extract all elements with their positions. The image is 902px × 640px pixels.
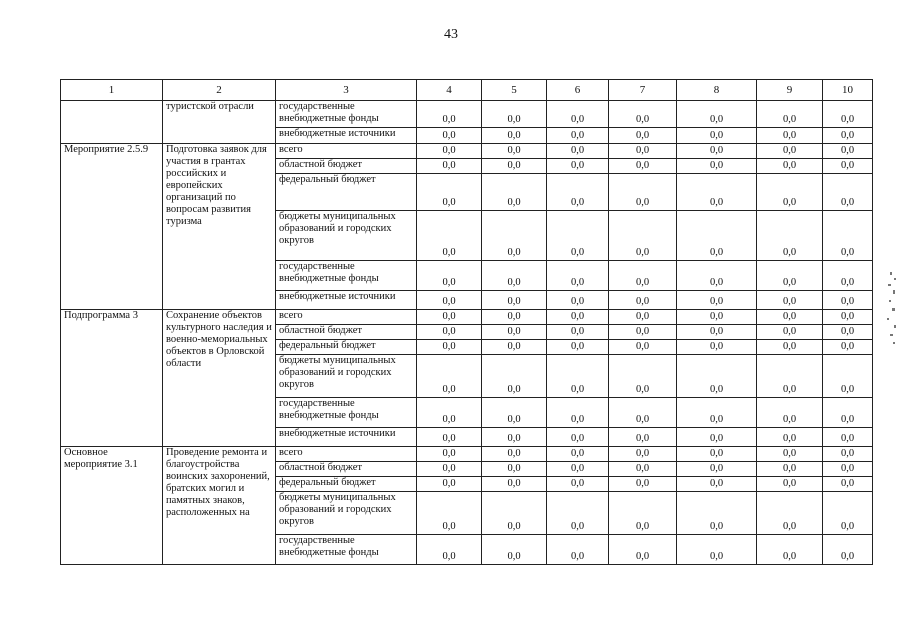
value-cell: 0,0 [482,492,547,535]
value-cell: 0,0 [547,462,609,477]
funding-source-cell: внебюджетные источники [276,128,417,144]
program-name-cell: Основное мероприятие 3.1 [61,447,163,565]
value-cell: 0,0 [823,447,873,462]
value-cell: 0,0 [677,428,757,447]
value-cell: 0,0 [547,101,609,128]
header-cell: 10 [823,80,873,101]
value-cell: 0,0 [677,447,757,462]
value-cell: 0,0 [482,144,547,159]
value-cell: 0,0 [417,211,482,261]
value-cell: 0,0 [609,128,677,144]
value-cell: 0,0 [417,355,482,398]
value-cell: 0,0 [482,128,547,144]
header-cell: 2 [163,80,276,101]
value-cell: 0,0 [417,159,482,174]
program-description-cell: Подготовка заявок для участия в грантах российских и европейских организаций по вопросам развития туризма [163,144,276,310]
value-cell: 0,0 [823,310,873,325]
program-name-cell: Подпрограмма 3 [61,310,163,447]
funding-source-cell: внебюджетные источники [276,428,417,447]
value-cell: 0,0 [609,310,677,325]
value-cell: 0,0 [609,261,677,291]
value-cell: 0,0 [482,291,547,310]
value-cell: 0,0 [823,492,873,535]
value-cell: 0,0 [677,144,757,159]
program-description-cell: Сохранение объектов культурного наследия и военно-мемориальных объектов в Орловской области [163,310,276,447]
program-name-cell: Мероприятие 2.5.9 [61,144,163,310]
value-cell: 0,0 [547,492,609,535]
funding-source-cell: всего [276,144,417,159]
budget-table [60,79,873,565]
value-cell: 0,0 [823,340,873,355]
value-cell: 0,0 [609,144,677,159]
value-cell: 0,0 [417,128,482,144]
value-cell: 0,0 [677,101,757,128]
value-cell: 0,0 [482,159,547,174]
value-cell: 0,0 [609,325,677,340]
value-cell: 0,0 [547,535,609,565]
value-cell: 0,0 [677,174,757,211]
funding-source-cell: государственные внебюджетные фонды [276,101,417,128]
header-cell: 1 [61,80,163,101]
value-cell: 0,0 [757,310,823,325]
header-cell: 4 [417,80,482,101]
funding-source-cell: областной бюджет [276,159,417,174]
value-cell: 0,0 [609,535,677,565]
header-cell: 3 [276,80,417,101]
funding-source-cell: внебюджетные источники [276,291,417,310]
value-cell: 0,0 [417,462,482,477]
value-cell: 0,0 [609,492,677,535]
value-cell: 0,0 [677,310,757,325]
value-cell: 0,0 [417,398,482,428]
value-cell: 0,0 [547,291,609,310]
value-cell: 0,0 [417,144,482,159]
value-cell: 0,0 [547,211,609,261]
value-cell: 0,0 [609,211,677,261]
scan-noise [884,270,900,360]
value-cell: 0,0 [757,144,823,159]
header-row [61,80,873,101]
header-cell: 5 [482,80,547,101]
value-cell: 0,0 [547,340,609,355]
value-cell: 0,0 [757,291,823,310]
table-row [61,101,873,128]
value-cell: 0,0 [482,340,547,355]
value-cell: 0,0 [547,261,609,291]
value-cell: 0,0 [677,325,757,340]
value-cell: 0,0 [677,340,757,355]
value-cell: 0,0 [677,261,757,291]
value-cell: 0,0 [547,325,609,340]
value-cell: 0,0 [757,447,823,462]
value-cell: 0,0 [677,159,757,174]
value-cell: 0,0 [482,261,547,291]
value-cell: 0,0 [482,325,547,340]
value-cell: 0,0 [417,492,482,535]
value-cell: 0,0 [823,211,873,261]
value-cell: 0,0 [609,291,677,310]
value-cell: 0,0 [417,477,482,492]
value-cell: 0,0 [417,340,482,355]
header-cell: 8 [677,80,757,101]
funding-source-cell: федеральный бюджет [276,340,417,355]
value-cell: 0,0 [677,128,757,144]
value-cell: 0,0 [677,535,757,565]
value-cell: 0,0 [757,174,823,211]
value-cell: 0,0 [823,291,873,310]
value-cell: 0,0 [757,128,823,144]
value-cell: 0,0 [417,310,482,325]
table-row [61,447,873,462]
value-cell: 0,0 [823,159,873,174]
value-cell: 0,0 [482,477,547,492]
value-cell: 0,0 [482,428,547,447]
value-cell: 0,0 [609,174,677,211]
value-cell: 0,0 [757,492,823,535]
program-name-cell [61,101,163,144]
value-cell: 0,0 [547,428,609,447]
value-cell: 0,0 [547,144,609,159]
value-cell: 0,0 [547,477,609,492]
value-cell: 0,0 [677,477,757,492]
header-cell: 9 [757,80,823,101]
value-cell: 0,0 [417,535,482,565]
value-cell: 0,0 [609,447,677,462]
value-cell: 0,0 [823,477,873,492]
funding-source-cell: бюджеты муниципальных образований и городских округов [276,211,417,261]
value-cell: 0,0 [417,261,482,291]
value-cell: 0,0 [547,174,609,211]
table-row [61,310,873,325]
value-cell: 0,0 [823,428,873,447]
value-cell: 0,0 [823,144,873,159]
value-cell: 0,0 [757,261,823,291]
value-cell: 0,0 [609,340,677,355]
value-cell: 0,0 [609,355,677,398]
value-cell: 0,0 [482,101,547,128]
value-cell: 0,0 [609,462,677,477]
page-number: 43 [444,27,458,42]
value-cell: 0,0 [757,325,823,340]
funding-source-cell: бюджеты муниципальных образований и городских округов [276,355,417,398]
value-cell: 0,0 [417,174,482,211]
value-cell: 0,0 [677,355,757,398]
value-cell: 0,0 [547,128,609,144]
value-cell: 0,0 [482,535,547,565]
value-cell: 0,0 [677,211,757,261]
value-cell: 0,0 [547,398,609,428]
value-cell: 0,0 [757,211,823,261]
value-cell: 0,0 [677,492,757,535]
funding-source-cell: всего [276,447,417,462]
header-cell: 7 [609,80,677,101]
value-cell: 0,0 [757,477,823,492]
funding-source-cell: бюджеты муниципальных образований и городских округов [276,492,417,535]
value-cell: 0,0 [823,355,873,398]
value-cell: 0,0 [609,398,677,428]
value-cell: 0,0 [482,211,547,261]
value-cell: 0,0 [823,101,873,128]
header-cell: 6 [547,80,609,101]
value-cell: 0,0 [823,398,873,428]
value-cell: 0,0 [482,355,547,398]
value-cell: 0,0 [823,128,873,144]
value-cell: 0,0 [757,462,823,477]
program-description-cell: Проведение ремонта и благоустройства воинских захоронений, братских могил и памятных знаков, расположенных на [163,447,276,565]
funding-source-cell: федеральный бюджет [276,477,417,492]
value-cell: 0,0 [757,159,823,174]
value-cell: 0,0 [482,310,547,325]
value-cell: 0,0 [609,428,677,447]
value-cell: 0,0 [482,398,547,428]
value-cell: 0,0 [757,340,823,355]
value-cell: 0,0 [417,428,482,447]
value-cell: 0,0 [677,398,757,428]
funding-source-cell: федеральный бюджет [276,174,417,211]
funding-source-cell: государственные внебюджетные фонды [276,535,417,565]
value-cell: 0,0 [547,159,609,174]
value-cell: 0,0 [757,355,823,398]
funding-source-cell: областной бюджет [276,325,417,340]
value-cell: 0,0 [757,428,823,447]
value-cell: 0,0 [547,447,609,462]
funding-source-cell: областной бюджет [276,462,417,477]
value-cell: 0,0 [823,325,873,340]
value-cell: 0,0 [482,447,547,462]
value-cell: 0,0 [417,447,482,462]
funding-source-cell: всего [276,310,417,325]
value-cell: 0,0 [823,261,873,291]
funding-source-cell: государственные внебюджетные фонды [276,261,417,291]
value-cell: 0,0 [823,174,873,211]
value-cell: 0,0 [757,101,823,128]
value-cell: 0,0 [547,355,609,398]
value-cell: 0,0 [417,101,482,128]
value-cell: 0,0 [677,462,757,477]
funding-source-cell: государственные внебюджетные фонды [276,398,417,428]
value-cell: 0,0 [482,462,547,477]
value-cell: 0,0 [609,477,677,492]
value-cell: 0,0 [417,291,482,310]
value-cell: 0,0 [609,159,677,174]
table-row [61,144,873,159]
value-cell: 0,0 [823,535,873,565]
value-cell: 0,0 [547,310,609,325]
value-cell: 0,0 [482,174,547,211]
value-cell: 0,0 [757,398,823,428]
value-cell: 0,0 [609,101,677,128]
value-cell: 0,0 [417,325,482,340]
value-cell: 0,0 [677,291,757,310]
value-cell: 0,0 [823,462,873,477]
program-description-cell: туристской отрасли [163,101,276,144]
value-cell: 0,0 [757,535,823,565]
